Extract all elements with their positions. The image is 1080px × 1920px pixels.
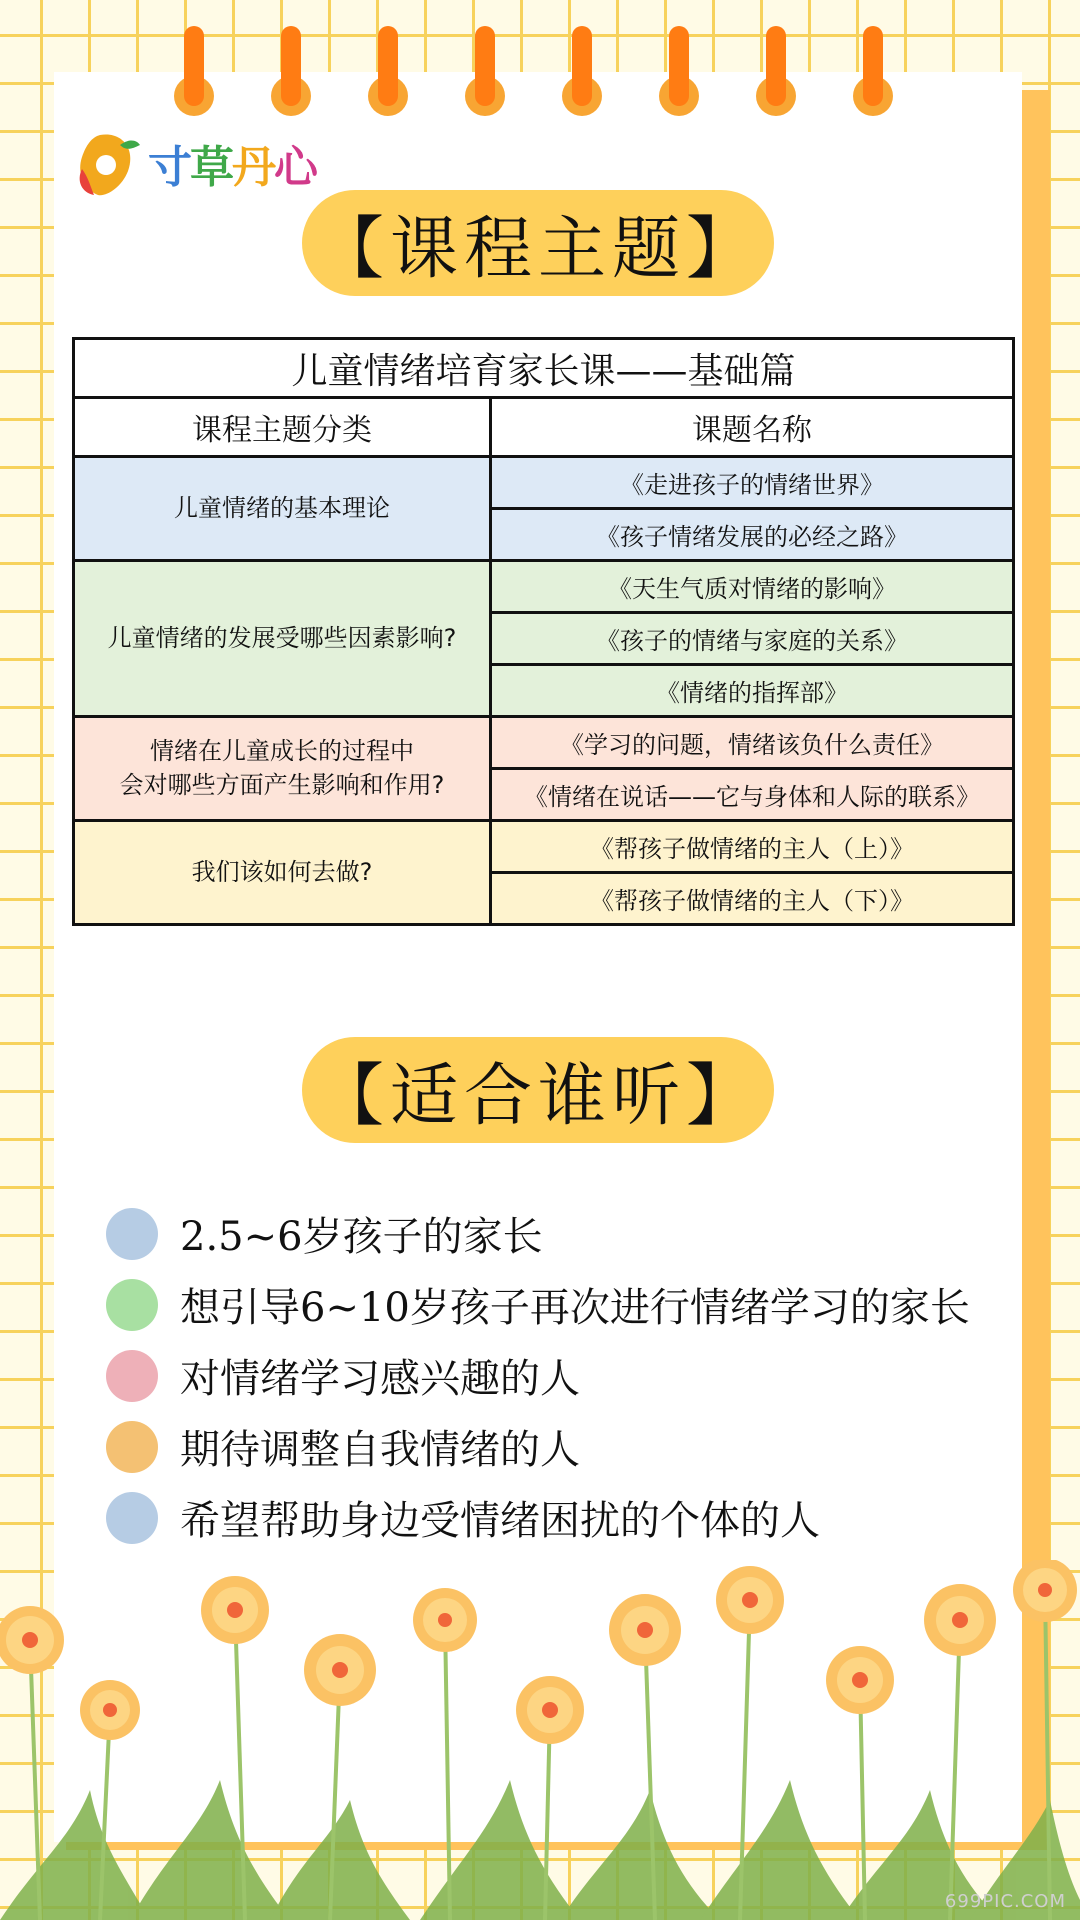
list-item xyxy=(106,1269,970,1340)
topic-cell: 《孩子的情绪与家庭的关系》 xyxy=(491,613,1014,665)
list-item xyxy=(106,1340,970,1411)
bullet-dot-icon xyxy=(106,1421,158,1473)
brand-logo-text: 寸草丹心 xyxy=(148,142,316,193)
list-item xyxy=(106,1411,970,1482)
binder-ring xyxy=(174,26,214,116)
list-item xyxy=(106,1198,970,1269)
audience-text: 2.5~6岁孩子的家长 xyxy=(180,1214,543,1260)
binder-ring xyxy=(853,26,893,116)
audience-text: 想引导6~10岁孩子再次进行情绪学习的家长 xyxy=(180,1285,970,1331)
topic-cell: 《情绪在说话——它与身体和人际的联系》 xyxy=(491,769,1014,821)
course-table xyxy=(72,337,1015,926)
header-category: 课程主题分类 xyxy=(74,398,491,457)
topic-cell: 《走进孩子的情绪世界》 xyxy=(491,457,1014,509)
category-cell xyxy=(74,717,491,821)
audience-text: 希望帮助身边受情绪困扰的个体的人 xyxy=(180,1498,820,1544)
binder-ring xyxy=(562,26,602,116)
topic-cell: 《孩子情绪发展的必经之路》 xyxy=(491,509,1014,561)
table-title-row xyxy=(74,339,1014,398)
category-cell: 儿童情绪的基本理论 xyxy=(74,457,491,561)
audience-text: 期待调整自我情绪的人 xyxy=(180,1427,580,1473)
audience-text: 对情绪学习感兴趣的人 xyxy=(180,1356,580,1402)
binder-ring xyxy=(756,26,796,116)
category-cell: 儿童情绪的发展受哪些因素影响? xyxy=(74,561,491,717)
section-title-text: 【适合谁听】 xyxy=(315,1056,760,1136)
header-topic: 课题名称 xyxy=(491,398,1014,457)
topic-cell: 《帮孩子做情绪的主人（上）》 xyxy=(491,821,1014,873)
binder-ring xyxy=(368,26,408,116)
binder-ring xyxy=(465,26,505,116)
flower-decoration-icon xyxy=(0,1560,1080,1920)
section-title-audience xyxy=(302,1037,774,1143)
bullet-dot-icon xyxy=(106,1279,158,1331)
bullet-dot-icon xyxy=(106,1208,158,1260)
table-row xyxy=(74,717,1014,769)
category-line: 情绪在儿童成长的过程中 xyxy=(150,736,414,765)
section-title-text: 【课程主题】 xyxy=(315,209,760,289)
binder-ring xyxy=(271,26,311,116)
category-cell: 我们该如何去做? xyxy=(74,821,491,925)
watermark: 699PIC.COM xyxy=(944,1891,1066,1912)
table-row xyxy=(74,457,1014,509)
section-title-course-topics xyxy=(302,190,774,296)
list-item xyxy=(106,1482,970,1553)
table-title: 儿童情绪培育家长课——基础篇 xyxy=(74,339,1014,398)
topic-cell: 《情绪的指挥部》 xyxy=(491,665,1014,717)
topic-cell: 《学习的问题，情绪该负什么责任》 xyxy=(491,717,1014,769)
bullet-dot-icon xyxy=(106,1350,158,1402)
bullet-dot-icon xyxy=(106,1492,158,1544)
audience-list xyxy=(106,1198,970,1553)
table-header-row xyxy=(74,398,1014,457)
binder-ring xyxy=(659,26,699,116)
table-row xyxy=(74,561,1014,613)
topic-cell: 《天生气质对情绪的影响》 xyxy=(491,561,1014,613)
brand-logo xyxy=(70,125,330,205)
category-line: 会对哪些方面产生影响和作用? xyxy=(119,770,445,799)
logo-mark-icon xyxy=(70,125,150,205)
table-row xyxy=(74,821,1014,873)
topic-cell: 《帮孩子做情绪的主人（下）》 xyxy=(491,873,1014,925)
